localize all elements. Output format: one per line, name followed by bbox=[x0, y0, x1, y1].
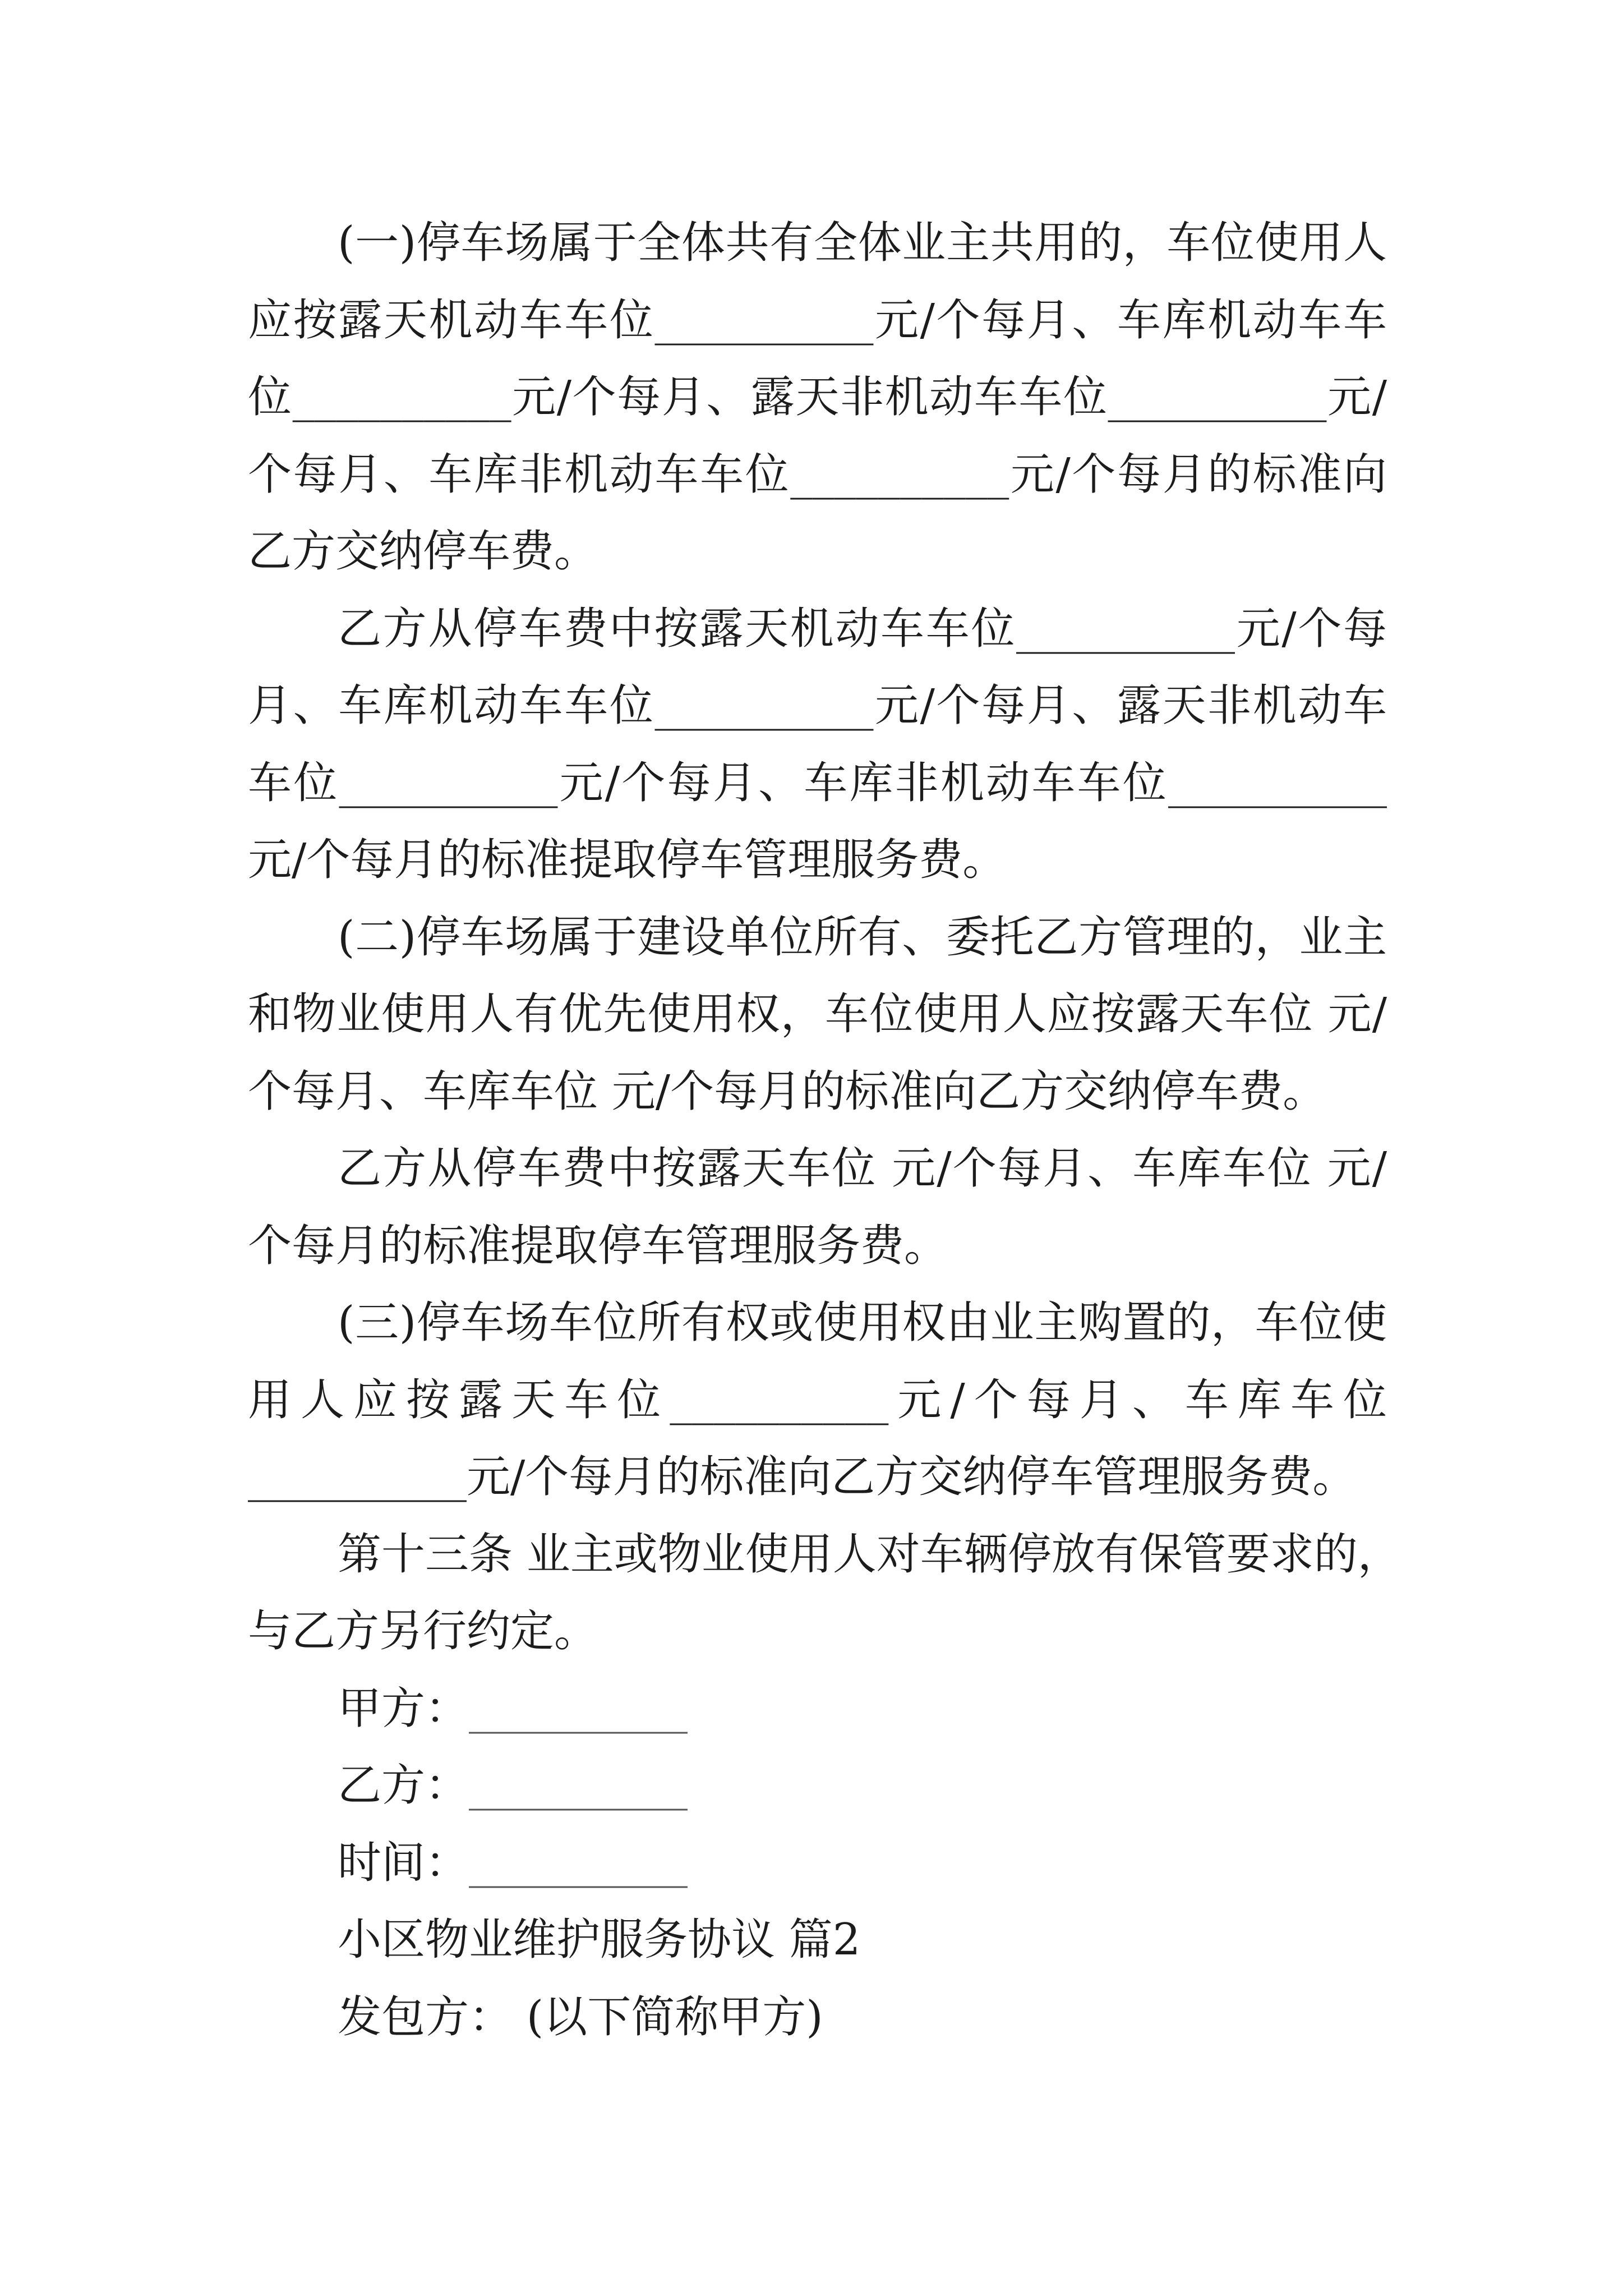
text-line: 应按露天机动车车位__________元/个每月、车库机动车车 bbox=[248, 295, 1387, 346]
section-title: 小区物业维护服务协议 篇2 bbox=[338, 1915, 861, 1965]
text-line: 个每月、车库非机动车车位__________元/个每月的标准向 bbox=[248, 449, 1387, 500]
signature-block bbox=[248, 1671, 1387, 1902]
signature-label: 乙方： bbox=[338, 1760, 469, 1811]
text-line: 与乙方另行约定。 bbox=[248, 1606, 598, 1657]
signature-blank: __________ bbox=[469, 1760, 688, 1811]
text-line: 第十三条 业主或物业使用人对车辆停放有保管要求的， bbox=[338, 1529, 1401, 1580]
text-line: 元/个每月的标准提取停车管理服务费。 bbox=[248, 835, 1007, 885]
text-line: 乙方交纳停车费。 bbox=[248, 526, 598, 577]
text-line: 位__________元/个每月、露天非机动车车位__________元/ bbox=[248, 372, 1387, 422]
signature-label: 甲方： bbox=[338, 1683, 469, 1734]
document-body bbox=[248, 205, 1401, 2056]
signature-label: 时间： bbox=[338, 1837, 469, 1888]
text-line: 个每月、车库车位 元/个每月的标准向乙方交纳停车费。 bbox=[248, 1066, 1327, 1117]
contractor-line: 发包方： (以下简称甲方) bbox=[338, 1991, 823, 2042]
text-line: 乙方从停车费中按露天车位 元/个每月、车库车位 元/ bbox=[338, 1143, 1387, 1194]
text-line: 乙方从停车费中按露天机动车车位__________元/个每 bbox=[338, 603, 1387, 654]
signature-party-b bbox=[248, 1747, 1387, 1825]
signature-party-a bbox=[248, 1671, 1387, 1748]
paragraph-article-13 bbox=[248, 1516, 1401, 1671]
text-line: __________元/个每月的标准向乙方交纳停车管理服务费。 bbox=[248, 1452, 1357, 1502]
paragraph-clause-1-fee bbox=[248, 591, 1387, 899]
paragraph-clause-3 bbox=[248, 1285, 1387, 1516]
text-line: 和物业使用人有优先使用权，车位使用人应按露天车位 元/ bbox=[248, 989, 1387, 1039]
text-line: 车位__________元/个每月、车库非机动车车位__________ bbox=[248, 757, 1387, 808]
text-line: 用人应按露天车位__________元/个每月、车库车位 bbox=[248, 1374, 1387, 1425]
signature-blank: __________ bbox=[469, 1837, 688, 1888]
text-line: (三)停车场车位所有权或使用权由业主购置的，车位使 bbox=[338, 1297, 1387, 1348]
paragraph-clause-2-fee bbox=[248, 1130, 1387, 1285]
text-line: (二)停车场属于建设单位所有、委托乙方管理的，业主 bbox=[338, 912, 1387, 963]
signature-blank: __________ bbox=[469, 1683, 688, 1734]
paragraph-clause-1 bbox=[248, 205, 1387, 591]
signature-date bbox=[248, 1825, 1387, 1902]
paragraph-clause-2 bbox=[248, 899, 1387, 1131]
text-line: (一)停车场属于全体共有全体业主共用的，车位使用人 bbox=[338, 218, 1387, 268]
text-line: 个每月的标准提取停车管理服务费。 bbox=[248, 1220, 948, 1271]
text-line: 月、车库机动车车位__________元/个每月、露天非机动车 bbox=[248, 680, 1387, 731]
